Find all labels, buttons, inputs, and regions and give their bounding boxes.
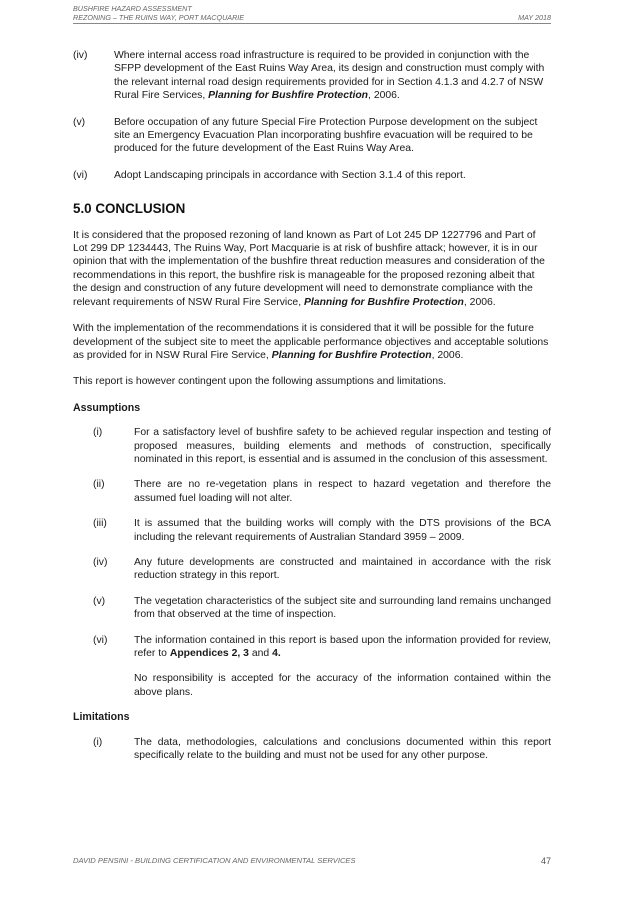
page-number: 47 [540,856,551,866]
recommendation-item [73,49,551,103]
assumption-number: (ii) [93,479,105,491]
subsection-heading: Limitations [73,711,130,724]
assumption-number: (v) [93,595,106,607]
assumption-item [73,478,551,505]
conclusion-paragraph: It is considered that the proposed rezoning of land known as Part of Lot 245 DP 1227796 and Part of Lot 299 DP 1234443, The Ruins Way, Port Macquarie is at risk of bushfire attack; however, it is in our opinion that with the implementation of the bushfire threat reduction measures and consideration of the recommendations in this report, the bushfire risk is manageable for the proposed rezoning albeit that the design and construction of any future development will need to demonstrate compliance with the relevant requirements of NSW Rural Fire Service, Planning for Bushfire Protection, 2006. [73,229,545,308]
conclusion-paragraph: This report is however contingent upon the following assumptions and limitations. [73,376,447,388]
limitation-item [73,736,551,763]
recommendation-text: Adopt Landscaping principals in accordance with Section 3.1.4 of this report. [114,169,466,181]
section-heading: 5.0 CONCLUSION [73,201,186,217]
assumption-text: For a satisfactory level of bushfire safety to be achieved regular inspection and testing of proposed measures, building elements and methods of construction, specifically nominated in this report, is essential and is assumed in the conclusion of this assessment. [134,427,551,465]
assumption-item [73,426,551,466]
header-title: BUSHFIRE HAZARD ASSESSMENT [73,4,192,13]
footer-company: DAVID PENSINI - BUILDING CERTIFICATION AND ENVIRONMENTAL SERVICES [73,856,356,865]
header-date: MAY 2018 [518,12,551,22]
limitation-text: The data, methodologies, calculations and conclusions documented within this report specifically relate to the building and must not be used for any other purpose. [134,736,551,762]
header-subtitle: REZONING – THE RUINS WAY, PORT MACQUARIE [73,12,245,22]
assumption-number: (vi) [93,634,108,646]
recommendation-number: (iv) [73,50,88,61]
subsection-heading: Assumptions [73,401,141,414]
recommendation-text: Where internal access road infrastructure is required to be provided in conjunction with the SFPP development of the East Ruins Way Area, its design and construction must comply with the relevant internal road design requirements provided for in Section 4.1.3 and 4.2.7 of NSW Rural Fire Services, Planning for Bushfire Protection, 2006. [114,50,545,102]
assumption-item [73,556,551,583]
assumption-number: (iv) [93,556,108,568]
recommendation-text: Before occupation of any future Special Fire Protection Purpose development on the subject site an Emergency Evacuation Plan incorporating bushfire evacuation will be required to be produced for the future development of the East Ruins Way Area. [114,116,538,155]
page-footer [73,856,551,866]
limitation-number: (i) [93,736,103,748]
assumption-note: No responsibility is accepted for the accuracy of the information contained within the above plans. [134,673,551,698]
recommendation-number: (v) [73,116,86,128]
document-title-emphasis: Planning for Bushfire Protection [208,90,369,102]
assumption-item [73,517,551,544]
recommendation-number: (vi) [73,169,88,181]
page-header [73,5,551,24]
page-content [73,49,551,774]
conclusion-paragraph: With the implementation of the recommendations it is considered that it will be possible for the future development of the subject site to meet the applicable performance objectives and acceptable solutions as provided for in NSW Rural Fire Service, Planning for Bushfire Protection, 2006. [73,323,549,361]
assumption-text: There are no re-vegetation plans in respect to hazard vegetation and therefore the assumed fuel loading will not alter. [134,479,551,504]
appendix-reference: 4. [272,648,281,659]
recommendation-item [73,169,551,182]
assumption-item [73,634,551,661]
assumption-text: Any future developments are constructed and maintained in accordance with the risk reduction strategy in this report. [134,556,551,582]
assumption-number: (i) [93,427,103,439]
assumption-text: The information contained in this report is based upon the information provided for review, refer to Appendices 2, 3 and 4. [134,634,551,659]
assumption-text: The vegetation characteristics of the subject site and surrounding land remains unchanged from that observed at the time of inspection. [134,595,551,621]
document-title-emphasis: Planning for Bushfire Protection [271,349,432,361]
assumption-text: It is assumed that the building works will comply with the DTS provisions of the BCA including the relevant requirements of Australian Standard 3959 – 2009. [134,518,551,543]
assumption-number: (iii) [93,518,107,530]
recommendation-item [73,116,551,156]
assumption-item [73,595,551,622]
appendix-reference: Appendices 2, 3 [169,648,249,659]
document-title-emphasis: Planning for Bushfire Protection [303,296,464,308]
